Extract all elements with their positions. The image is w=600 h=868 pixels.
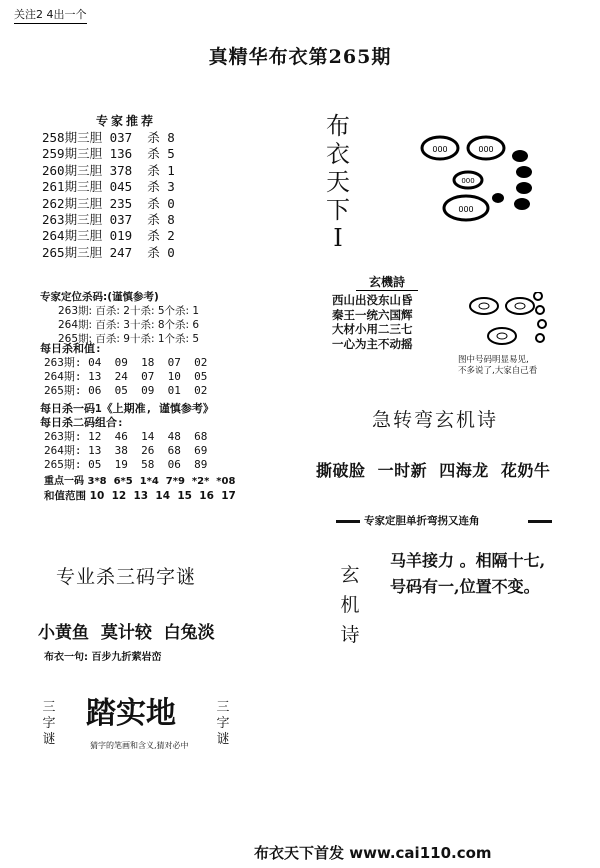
- poem-line: 大材小用二三七: [332, 322, 413, 336]
- vertical-char: 布: [326, 112, 350, 140]
- coin-icon: [488, 328, 516, 344]
- stone-icon: [514, 198, 530, 210]
- vertical-char: 谜: [42, 732, 56, 747]
- poem-line: 一心为主不动摇: [332, 336, 413, 351]
- xuanji-vertical-label: [338, 560, 362, 650]
- table-row: 260期三胆 378 杀 1: [42, 162, 175, 178]
- poem-line: 秦王一统六国辉: [332, 307, 413, 322]
- vertical-char: 天: [326, 168, 350, 196]
- riddle-main: 踏实地: [86, 696, 176, 731]
- sum-range: 和值范围 10 12 13 14 15 16 17: [44, 490, 236, 502]
- poem-line-2: 号码有一,位置不变。: [390, 577, 540, 596]
- coin-icon: [454, 172, 482, 188]
- poem-line-1: 马羊接力 。相隔十七,: [390, 551, 546, 570]
- poem-line: 西山出没东山昏: [332, 293, 413, 307]
- hint-line: 不多说了,大家自己看: [458, 366, 538, 376]
- stone-icon: [512, 150, 528, 162]
- jizhuan-words: 撕破脸 一时新 四海龙 花奶牛: [316, 461, 551, 480]
- vertical-char: 下: [326, 196, 350, 224]
- coin-icon: [422, 137, 458, 159]
- expert-table-title: 专家推荐: [96, 114, 157, 128]
- xuanji-poem: [332, 293, 413, 351]
- buyi-vertical-title: [322, 112, 354, 252]
- stone-icon: [536, 334, 544, 342]
- vertical-char: 机: [340, 594, 360, 616]
- xuanji-title: 玄機詩: [356, 273, 418, 291]
- coin-label: 000: [432, 145, 448, 154]
- positional-kill-title: 专家定位杀码:(谨慎参考): [40, 291, 159, 303]
- daily-sum-title: 每日杀和值:: [40, 342, 102, 355]
- buyi-sentence: 布衣一句: 百步九折萦岩峦: [44, 652, 162, 663]
- coin-label: 000: [478, 145, 494, 154]
- coin-icon: [470, 298, 498, 314]
- riddle-label-left: [40, 700, 58, 748]
- list-item: 265期: 06 05 09 01 02: [44, 384, 208, 397]
- daily-kill-block: [40, 402, 214, 472]
- vertical-char: 诗: [340, 624, 360, 646]
- stone-icon: [534, 292, 542, 300]
- table-row: 262期三胆 235 杀 0: [42, 195, 175, 211]
- stone-icon: [538, 320, 546, 328]
- divider-rule-left: [336, 520, 360, 523]
- vertical-char: 三: [42, 700, 56, 715]
- top-note: 关注2 4出一个: [14, 6, 87, 24]
- table-row: 259期三胆 136 杀 5: [42, 146, 175, 162]
- vertical-char: I: [333, 224, 343, 252]
- daily-kill-title-1: 每日杀一码1《上期准, 谨慎参考》: [40, 402, 214, 415]
- daily-sum-block: [40, 342, 207, 398]
- positional-kill-block: [40, 290, 199, 346]
- table-row: 261期三胆 045 杀 3: [42, 179, 175, 195]
- stone-icon: [536, 306, 544, 314]
- riddle-note: 猜字的笔画和含义,猜对必中: [90, 741, 189, 750]
- list-item: 265期: 百杀: 9十杀: 1个杀: 5: [58, 333, 200, 345]
- table-row: 258期三胆 037 杀 8: [42, 130, 175, 145]
- focus-one-code: 重点一码 3*8 6*5 1*4 7*9 *2* *08: [44, 476, 236, 487]
- daily-kill-title-2: 每日杀二码组合:: [40, 416, 124, 429]
- coin-icon: [506, 298, 534, 314]
- jizhuan-title: 急转弯玄机诗: [372, 409, 499, 431]
- riddle-label-right: [214, 700, 232, 748]
- list-item: 263期: 12 46 14 48 68: [44, 430, 208, 443]
- coin-icon: [444, 196, 488, 220]
- page-title: 真精华布衣第265期: [208, 46, 392, 68]
- list-item: 264期: 百杀: 3十杀: 8个杀: 6: [58, 319, 200, 331]
- list-item: 263期: 04 09 18 07 02: [44, 356, 208, 369]
- list-item: 264期: 13 24 07 10 05: [44, 370, 208, 383]
- list-item: 263期: 百杀: 2十杀: 5个杀: 1: [58, 305, 200, 317]
- coin-icon: [468, 137, 504, 159]
- list-item: 265期: 05 19 58 06 89: [44, 458, 208, 471]
- hint-line: 图中号码明显易见,: [458, 355, 529, 365]
- kill3-title: 专业杀三码字谜: [56, 566, 197, 588]
- hint-text: [458, 355, 537, 377]
- expert-divider-text: 专家定胆单折弯拐又连角: [364, 515, 480, 527]
- table-row: 263期三胆 037 杀 8: [42, 212, 175, 228]
- coin-puzzle-1: [418, 128, 548, 228]
- riddle-words: 小黄鱼 莫计较 白兔淡: [38, 623, 215, 643]
- coin-label: 000: [458, 205, 474, 214]
- table-row: 265期三胆 247 杀 0: [42, 244, 175, 260]
- vertical-char: 衣: [326, 140, 350, 168]
- list-item: 264期: 13 38 26 68 69: [44, 444, 208, 457]
- coin-puzzle-2: [462, 292, 552, 354]
- table-row: 264期三胆 019 杀 2: [42, 228, 175, 244]
- divider-rule-right: [528, 520, 552, 523]
- expert-table: [42, 130, 175, 261]
- stone-icon: [492, 193, 504, 203]
- stone-icon: [516, 166, 532, 178]
- footer-source: 布衣天下首发 www.cai110.com: [254, 844, 492, 862]
- vertical-char: 字: [42, 716, 56, 731]
- vertical-char: 字: [216, 716, 230, 731]
- vertical-char: 谜: [216, 732, 230, 747]
- vertical-char: 三: [216, 700, 230, 715]
- vertical-char: 玄: [340, 564, 360, 586]
- stone-icon: [516, 182, 532, 194]
- coin-label: 000: [461, 177, 475, 185]
